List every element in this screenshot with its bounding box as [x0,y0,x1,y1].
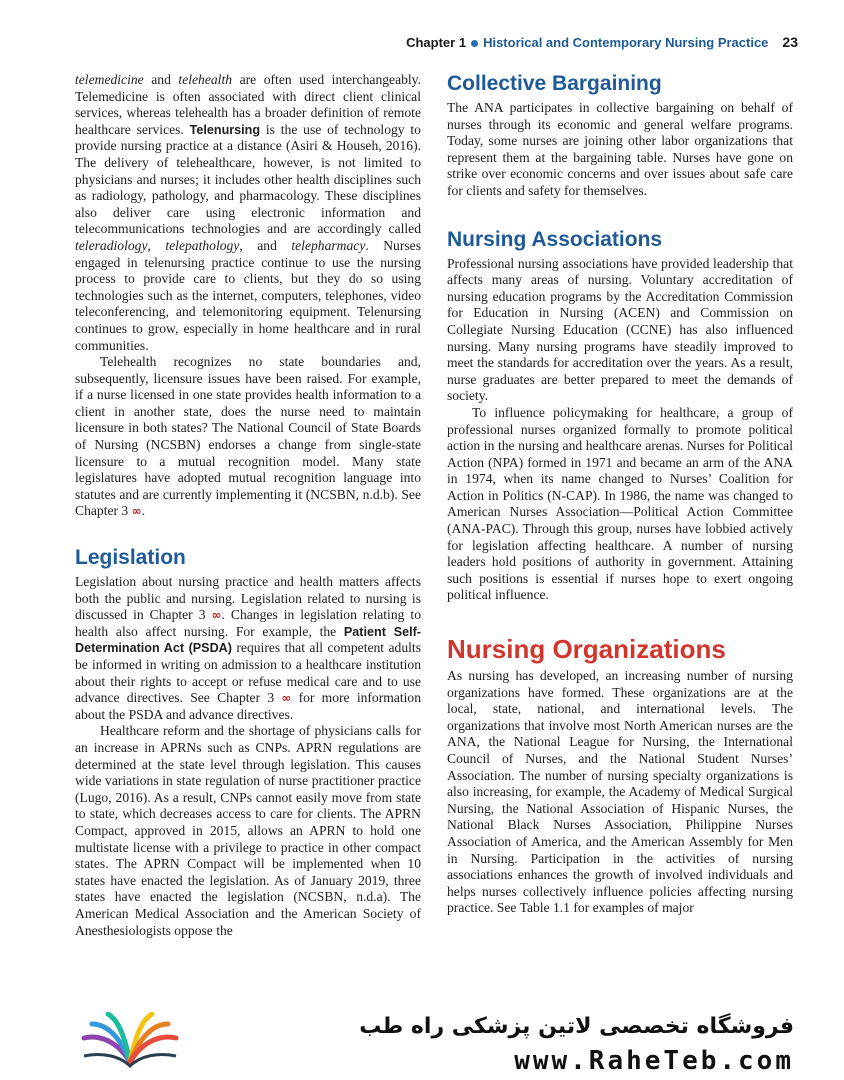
heading-legislation: Legislation [75,546,186,570]
watermark-persian-text: فروشگاه تخصصی لاتین پزشکی راه طب [359,1014,794,1039]
key-term-psda: Patient Self-Determination Act (PSDA) [75,624,421,656]
paragraph-telehealth [75,354,421,520]
heading-nursing-associations: Nursing Associations [447,227,663,251]
bullet-dot-icon [471,40,478,47]
text: . Nurses engaged in telenursing practice continue to use the nursing process to provide care to clients, but they do so using technologies such as the internet, computers, telephones, video teleconferencing, and telemonitoring equipment. Telenursing continues to grow, especially in home healthcare and in rural communities. [75,237,421,353]
key-term-telenursing: Telenursing [189,122,261,137]
heading-nursing-organizations: Nursing Organizations [447,634,726,665]
text: requires that all competent adults be informed in writing on admission to a healthcare institution about their rights to accept or refuse medical care and to use advance directives. See Chapter 3 [75,640,421,706]
italic-term: telemedicine [75,72,144,87]
paragraph-associations: Professional nursing associations have provided leadership that affects many areas of nursing. Voluntary accreditation of nursing education programs by the Accreditation Commission for Education in Nursing (ACEN) and Commission on Collegiate Nursing Education (CCNE) has also influenced nursing. Many nursing programs have steadily improved to meet the standards for accreditation over the years. As a result, nurse graduates are better prepared to meet the demands of society. [447,255,793,404]
heading-collective-bargaining: Collective Bargaining [447,72,662,95]
watermark-url: www.RaheTeb.com [514,1046,794,1076]
text: are often used interchangeably. Telemedicine is often associated with direct client clinical services, whereas telehealth has a broader definition of remote healthcare services. [75,72,421,137]
text: Telehealth recognizes no state boundaries and, subsequently, licensure issues have been raised. For example, if a nurse licensed in one state provides health information to a client in another state, does the nurse need to maintain licensure in both states? The National Council of State Boards of Nursing (NCSBN) endorses a change from single-state licensure to a mutual recognition model. Many state legislatures have adopted mutual recognition language into statutes and are currently implementing it (NCSBN, n.d.b). See Chapter 3 [75,354,421,519]
watermark-footer [0,1000,844,1080]
crossref-link-icon[interactable]: ∞ [281,691,292,706]
italic-term: telehealth [178,72,233,87]
paragraph-collective-bargaining: The ANA participates in collective bargaining on behalf of nurses through its economic and general welfare programs. Today, some nurses are joining other labor organizations that represent them at the bargaining table. Nurses have gone on strike over economic concerns and over issues about safe care for clients and safety for themselves. [447,100,793,198]
text: . [141,503,146,519]
text: , and [239,237,292,253]
text: Legislation about nursing practice and health matters affects both the public and nursing. Legislation related to nursing is discussed in Chapter 3 [75,574,421,623]
paragraph-telenursing [75,72,421,354]
book-logo-icon [80,1012,180,1074]
page-number: 23 [782,34,798,50]
paragraph-political-action: To influence policymaking for healthcare, a group of professional nurses organized formally to promote political action in the nursing and healthcare arenas. Nurses for Political Action (NPA) formed in 1971 and became an arm of the ANA in 1974, when its name changed to Nurses’ Coalition for Action in Politics (N-CAP). In 1986, the name was changed to American Nurses Association—Political Action Committee (ANA-PAC). Through this group, nurses have lobbied actively for legislation affecting healthcare. A number of nursing leaders hold positions of authority in government. Attaining such positions is essential if nurses hope to exert ongoing political influence. [447,404,793,603]
crossref-link-icon[interactable]: ∞ [131,504,142,519]
chapter-label: Chapter 1 [406,35,467,50]
crossref-link-icon[interactable]: ∞ [211,608,222,623]
text: , [147,237,166,253]
italic-term: telepathology [165,237,240,253]
right-column [447,72,793,917]
section-title: Historical and Contemporary Nursing Practice [483,35,769,50]
text: . Changes in legislation relating to health also affect nursing. For example, the [75,607,421,639]
italic-term: telepharmacy [291,237,366,253]
paragraph-healthcare-reform: Healthcare reform and the shortage of physicians calls for an increase in APRNs such as CNPs. APRN regulations are determined at the state level through legislation. This causes wide variations in state regulation of nurse practitioner practice (Lugo, 2016). As a result, CNPs cannot easily move from state to state, which decreases access to care for clients. The APRN Compact, approved in 2015, allows an APRN to hold one multistate license with a privilege to practice in other compact states. The APRN Compact will be implemented when 10 states have enacted the legislation. As of January 2019, three states have enacted the legislation (NCSBN, n.d.a). The American Medical Association and the American Society of Anesthesiologists oppose the [75,723,421,938]
running-header [406,34,798,50]
left-column [75,72,421,939]
text: and [143,72,179,87]
paragraph-organizations: As nursing has developed, an increasing number of nursing organizations have formed. These organizations are at the local, state, national, and international levels. The organizations that involve most North American nurses are the ANA, the National League for Nursing, the International Council of Nurses, and the National Student Nurses’ Association. The number of nursing specialty organizations is also increasing, for example, the Academy of Medical Surgical Nursing, the National Association of Hispanic Nurses, the National Black Nurses Association, Philippine Nurses Association of America, and the American Assembly for Men in Nursing. Participation in the activities of nursing associations enhances the growth of involved individuals and helps nurses collectively influence policies affecting nursing practice. See Table 1.1 for examples of major [447,668,793,916]
text: for more information about the PSDA and advance directives. [75,690,421,722]
paragraph-legislation [75,574,421,723]
italic-term: teleradiology [75,237,148,253]
text: is the use of technology to provide nursing practice at a distance (Asiri & Househ, 2016). The delivery of telehealthcare, however, is not limited to physicians and nurses; it includes other health disciplines such as radiology, pathology, and pharmacology. These disciplines also deliver care using electronic information and telecommunications technologies and are accordingly called [75,121,421,237]
